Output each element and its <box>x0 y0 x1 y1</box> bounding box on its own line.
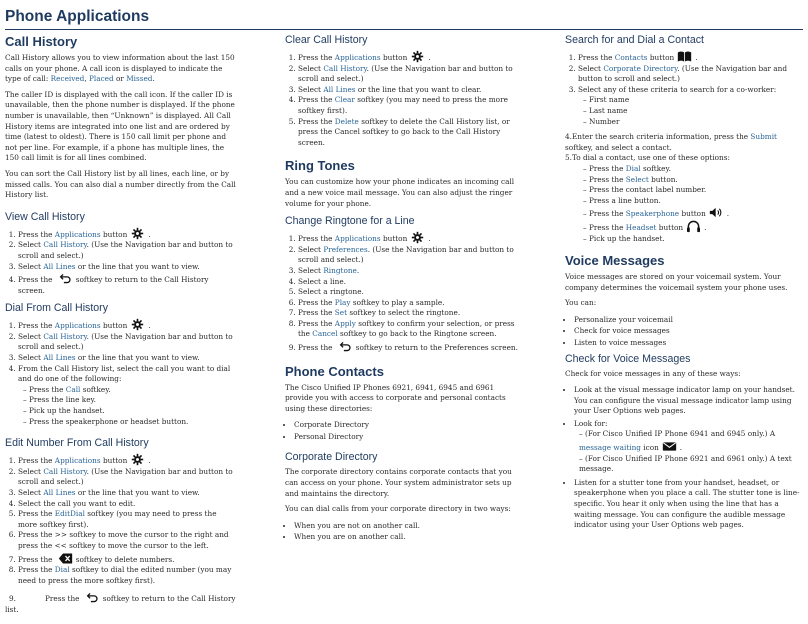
corporate-directory-heading: Corporate Directory <box>285 451 378 464</box>
gear-icon <box>410 50 425 63</box>
column-3 <box>565 33 801 535</box>
list-item: 2. Select Call History. (Use the Navigation bar and button to scroll and select.) <box>18 332 237 353</box>
view-call-history-steps <box>5 227 237 297</box>
list-item: – Pick up the handset. <box>23 406 237 417</box>
edit-number-heading: Edit Number From Call History <box>5 437 149 450</box>
list-item: 1. Press the Applications button . <box>298 50 520 64</box>
gear-icon <box>130 227 145 240</box>
list-item: – First name <box>583 95 801 106</box>
search-step-5: 5.To dial a contact, use one of these options: <box>565 153 730 163</box>
phone-contacts-list <box>285 419 520 442</box>
voice-messages-you-can: You can: <box>565 298 597 308</box>
list-item: – Press the speakerphone or headset button. <box>23 417 237 428</box>
envelope-icon <box>662 440 677 453</box>
list-item: – Pick up the handset. <box>583 234 801 245</box>
backspace-icon <box>58 552 73 565</box>
list-item: – Number <box>583 117 801 128</box>
list-item: • Check for voice messages <box>574 325 801 337</box>
list-item: 4. Press the softkey to return to the Call History screen. <box>18 272 237 296</box>
list-item: • Listen for a stutter tone from your handset, headset, or speakerphone when you place a call. The stutter tone is line-specific. You hear it only when using the line that has a waiting message. You can configure the audible message indicator using your User Options web pages. <box>574 478 801 531</box>
search-dial-contact-steps <box>565 50 801 127</box>
clear-call-history-steps <box>285 50 520 148</box>
list-item: 1. Press the Contacts button . <box>578 50 801 64</box>
list-item: 1. Press the Applications button . <box>18 453 237 467</box>
list-item: – (For Cisco Unified IP Phone 6941 and 6945 only.) A message waiting icon . <box>579 429 801 453</box>
call-history-intro: Call History allows you to view information about the last 150 calls on your phone. A call icon is displayed to indicate the type of call: Received, Placed or Missed. <box>5 53 235 84</box>
gear-icon <box>130 453 145 466</box>
list-item: 6. Press the >> softkey to move the cursor to the right and press the << softkey to move the cursor to the left. <box>18 530 237 551</box>
corporate-directory-intro: The corporate directory contains corporate contacts that you can access on your phone. Your system administrator sets up and maintains the directory. <box>285 467 512 498</box>
list-item: • Personal Directory <box>294 431 520 443</box>
check-voice-messages-intro: Check for voice messages in any of these ways: <box>565 369 741 379</box>
list-item: • Look at the visual message indicator lamp on your handset. You can configure the visual message indicator lamp using your User Options web pages. <box>574 385 801 417</box>
list-item: 3. Select All Lines or the line that you want to clear. <box>298 85 520 96</box>
list-item: 2. Select Preferences. (Use the Navigation bar and button to scroll and select.) <box>298 245 520 266</box>
dial-options <box>18 385 237 427</box>
list-item: 2. Select Corporate Directory. (Use the Navigation bar and button to scroll and select.) <box>578 64 801 85</box>
list-item: – Press the line key. <box>23 395 237 406</box>
column-1 <box>5 33 237 616</box>
list-item: – Press the Speakerphone button . <box>583 206 801 220</box>
clear-call-history-heading: Clear Call History <box>285 34 368 46</box>
corporate-directory-ways: You can dial calls from your corporate directory in two ways: <box>285 504 511 514</box>
list-item: • When you are on another call. <box>294 531 520 543</box>
list-item: – (For Cisco Unified IP Phone 6921 and 6961 only.) A text message. <box>579 454 801 475</box>
view-call-history-heading: View Call History <box>5 210 85 223</box>
list-item: – Press the Headset button . <box>583 220 801 234</box>
list-item: 2. Select Call History. (Use the Navigation bar and button to scroll and select.) <box>18 467 237 488</box>
call-history-sort: You can sort the Call History list by all lines, each line, or by missed calls. You can also dial a number directly from the Call History list. <box>5 168 236 200</box>
list-item: • Look for: – (For Cisco Unified IP Phone 6941 and 6945 only.) A message waiting icon . – (For Cisco Unified IP Phone 6921 and 6961 only.) A text message. <box>574 419 801 475</box>
list-item: • Corporate Directory <box>294 419 520 431</box>
list-item: 1. Press the Applications button . <box>298 231 520 245</box>
list-item: 1. Press the Applications button . <box>18 227 237 241</box>
change-ringtone-heading: Change Ringtone for a Line <box>285 215 415 228</box>
list-item: 5. Press the EditDial softkey (you may need to press the more softkey first). <box>18 509 237 530</box>
edit-number-step-9: 9. Press the softkey to return to the Call History list. <box>5 591 237 615</box>
list-item: 3. Select All Lines or the line that you want to view. <box>18 488 237 499</box>
voice-messages-list <box>565 314 801 349</box>
voice-messages-heading: Voice Messages <box>565 253 665 269</box>
list-item: – Last name <box>583 106 801 117</box>
list-item: • When you are not on another call. <box>294 520 520 532</box>
list-item: – Press the Call softkey. <box>23 385 237 396</box>
look-for-options <box>574 429 801 474</box>
list-item: 5. Press the Delete softkey to delete the Call History list, or press the Cancel softkey to go back to the Call History screen. <box>298 117 520 149</box>
list-item: 5. Select a ringtone. <box>298 287 520 298</box>
dial-contact-options <box>565 164 801 244</box>
list-item: 7. Press the softkey to delete numbers. <box>18 552 237 566</box>
dial-from-call-history-steps <box>5 318 237 427</box>
column-2 <box>285 33 520 547</box>
book-icon <box>677 50 692 63</box>
call-history-heading: Call History <box>5 34 78 49</box>
back-arrow-icon <box>85 591 100 604</box>
gear-icon <box>410 231 425 244</box>
search-criteria <box>578 95 801 127</box>
list-item: 8. Press the Dial softkey to dial the edited number (you may need to press the more softkey first). <box>18 565 237 586</box>
list-item: • Listen to voice messages <box>574 337 801 349</box>
list-item: • Personalize your voicemail <box>574 314 801 326</box>
back-arrow-icon <box>58 272 73 285</box>
check-voice-messages-list <box>565 385 801 531</box>
page-title: Phone Applications <box>5 8 150 25</box>
list-item: – Press the contact label number. <box>583 185 801 196</box>
list-item: 4. From the Call History list, select the call you want to dial and do one of the following: – Press the Call softkey. – Press the line key. – Pick up the handset. – Press the speakerphone or headset button. <box>18 364 237 428</box>
list-item: 6. Press the Play softkey to play a sample. <box>298 298 520 309</box>
list-item: 7. Press the Set softkey to select the ringtone. <box>298 308 520 319</box>
voice-messages-intro: Voice messages are stored on your voicemail system. Your company determines the voicemail system your phone uses. <box>565 272 788 292</box>
list-item: 8. Press the Apply softkey to confirm your selection, or press the Cancel softkey to go back to the Ringtone screen. <box>298 319 520 340</box>
phone-contacts-heading: Phone Contacts <box>285 363 384 379</box>
title-divider <box>5 29 803 30</box>
call-history-details: The caller ID is displayed with the call icon. If the caller ID is unavailable, then the phone number is displayed. If the phone number is unavailable, then “Unknown” is displayed. All Call History items are integrated into one list and are ordered by time (latest to oldest). There is 150 call limit per phone and not per line. For example, if a phone has multiple lines, the 150 call limit is for all lines combined. <box>5 89 235 163</box>
gear-icon <box>130 318 145 331</box>
list-item: 4. Select a line. <box>298 277 520 288</box>
list-item: 4. Press the Clear softkey (you may need to press the more softkey first). <box>298 95 520 116</box>
list-item: 3. Select All Lines or the line that you want to view. <box>18 262 237 273</box>
headset-icon <box>686 220 701 233</box>
check-voice-messages-heading: Check for Voice Messages <box>565 353 691 366</box>
dial-from-call-history-heading: Dial From Call History <box>5 302 109 315</box>
corporate-directory-list <box>285 520 520 543</box>
ring-tones-heading: Ring Tones <box>285 158 355 174</box>
phone-contacts-intro: The Cisco Unified IP Phones 6921, 6941, 6945 and 6961 provide you with access to corporate and personal contacts using these directories: <box>285 382 506 413</box>
list-item: 3. Select All Lines or the line that you want to view. <box>18 353 237 364</box>
search-dial-contact-heading: Search for and Dial a Contact <box>565 34 704 46</box>
search-step-4: 4.Enter the search criteria information, press the Submit softkey, and select a contact. <box>565 132 777 152</box>
list-item: 3. Select Ringtone. <box>298 266 520 277</box>
list-item: – Press the Select button. <box>583 175 801 186</box>
list-item: – Press the Dial softkey. <box>583 164 801 175</box>
ring-tones-intro: You can customize how your phone indicates an incoming call and a new voice mail message. You can also adjust the ringer volume for your phone. <box>285 177 515 208</box>
list-item: 2. Select Call History. (Use the Navigation bar and button to scroll and select.) <box>18 240 237 261</box>
list-item: 9. Press the softkey to return to the Preferences screen. <box>298 340 520 354</box>
list-item: 2. Select Call History. (Use the Navigation bar and button to scroll and select.) <box>298 64 520 85</box>
list-item: 1. Press the Applications button . <box>18 318 237 332</box>
list-item: – Press a line button. <box>583 196 801 207</box>
back-arrow-icon <box>338 340 353 353</box>
list-item: 3. Select any of these criteria to search for a co-worker: – First name – Last name – Number <box>578 85 801 127</box>
change-ringtone-steps <box>285 231 520 354</box>
speaker-icon <box>709 206 724 219</box>
list-item: 4. Select the call you want to edit. <box>18 499 237 510</box>
edit-number-steps <box>5 453 237 586</box>
